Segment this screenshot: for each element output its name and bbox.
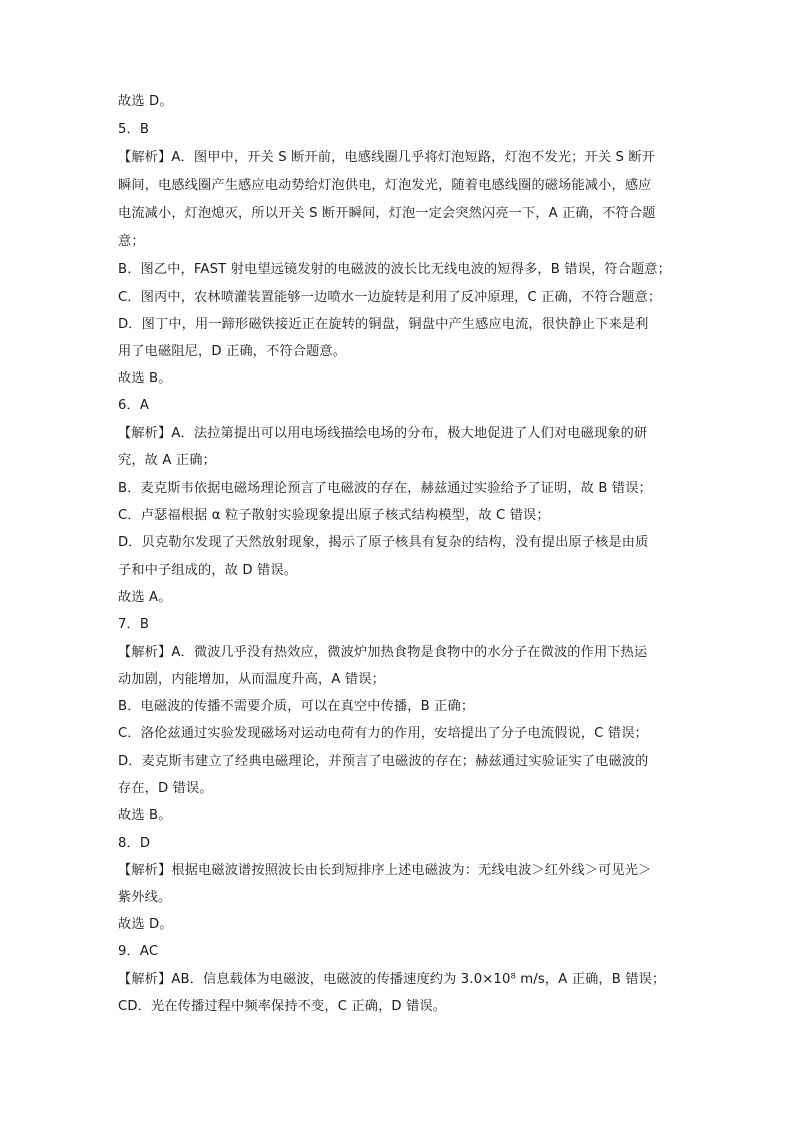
text-line: D．图丁中，用一蹄形磁铁接近正在旋转的铜盘，铜盘中产生感应电流，很快静止下来是利 [118, 317, 649, 332]
text-line: C．卢瑟福根据 α 粒子散射实验现象提出原子核式结构模型，故 C 错误； [118, 508, 550, 523]
text-line: 故选 B。 [118, 808, 172, 823]
question-number: 5．B [118, 122, 150, 137]
text-line: 【解析】根据电磁波谱按照波长由长到短排序上述电磁波为：无线电波＞红外线＞可见光＞ [118, 863, 652, 878]
text-line: 电流减小，灯泡熄灭，所以开关 S 断开瞬间，灯泡一定会突然闪亮一下，A 正确，不符合题 [118, 206, 656, 221]
text-line: B．图乙中，FAST 射电望远镜发射的电磁波的波长比无线电波的短得多，B 错误，符合题意； [118, 262, 671, 277]
question-number: 6．A [118, 398, 150, 413]
text-line: C．洛伦兹通过实验发现磁场对运动电荷有力的作用，安培提出了分子电流假说，C 错误； [118, 726, 648, 741]
text-line: 【解析】AB．信息载体为电磁波，电磁波的传播速度约为 3.0×10⁸ m/s，A 正确，B 错误； [118, 972, 666, 987]
question-number: 8．D [118, 836, 151, 851]
text-line: 动加剧，内能增加，从而温度升高，A 错误； [118, 672, 385, 687]
text-line: 意； [118, 234, 145, 249]
text-line: 故选 B。 [118, 371, 172, 386]
text-line: 瞬间，电感线圈产生感应电动势给灯泡供电，灯泡发光，随着电感线圈的磁场能减小，感应 [118, 178, 652, 193]
question-number: 7．B [118, 617, 150, 632]
text-line: 【解析】A．法拉第提出可以用电场线描绘电场的分布，极大地促进了人们对电磁现象的研 [118, 426, 648, 441]
text-line: CD．光在传播过程中频率保持不变，C 正确，D 错误。 [118, 999, 447, 1014]
text-line: 紫外线。 [118, 890, 172, 905]
text-line: 子和中子组成的，故 D 错误。 [118, 563, 298, 578]
text-line: C．图丙中，农林喷灌装置能够一边喷水一边旋转是利用了反冲原理，C 正确，不符合题意； [118, 290, 662, 305]
text-line: 故选 A。 [118, 590, 172, 605]
question-number: 9．AC [118, 944, 159, 959]
text-line: 究，故 A 正确； [118, 453, 216, 468]
text-line: 【解析】A．微波几乎没有热效应，微波炉加热食物是食物中的水分子在微波的作用下热运 [118, 645, 648, 660]
text-line: 故选 D。 [118, 94, 173, 109]
text-line: 用了电磁阻尼，D 正确，不符合题意。 [118, 344, 347, 359]
text-line: B．麦克斯韦依据电磁场理论预言了电磁波的存在，赫兹通过实验给予了证明，故 B 错误； [118, 481, 652, 496]
text-line: 故选 D。 [118, 917, 173, 932]
text-line: B．电磁波的传播不需要介质，可以在真空中传播，B 正确； [118, 699, 475, 714]
text-line: D．麦克斯韦建立了经典电磁理论，并预言了电磁波的存在；赫兹通过实验证实了电磁波的 [118, 754, 649, 769]
text-line: D．贝克勒尔发现了天然放射现象，揭示了原子核具有复杂的结构，没有提出原子核是由质 [118, 535, 649, 550]
text-line: 存在，D 错误。 [118, 781, 213, 796]
text-line: 【解析】A．图甲中，开关 S 断开前，电感线圈几乎将灯泡短路，灯泡不发光；开关 S 断开 [118, 150, 656, 165]
